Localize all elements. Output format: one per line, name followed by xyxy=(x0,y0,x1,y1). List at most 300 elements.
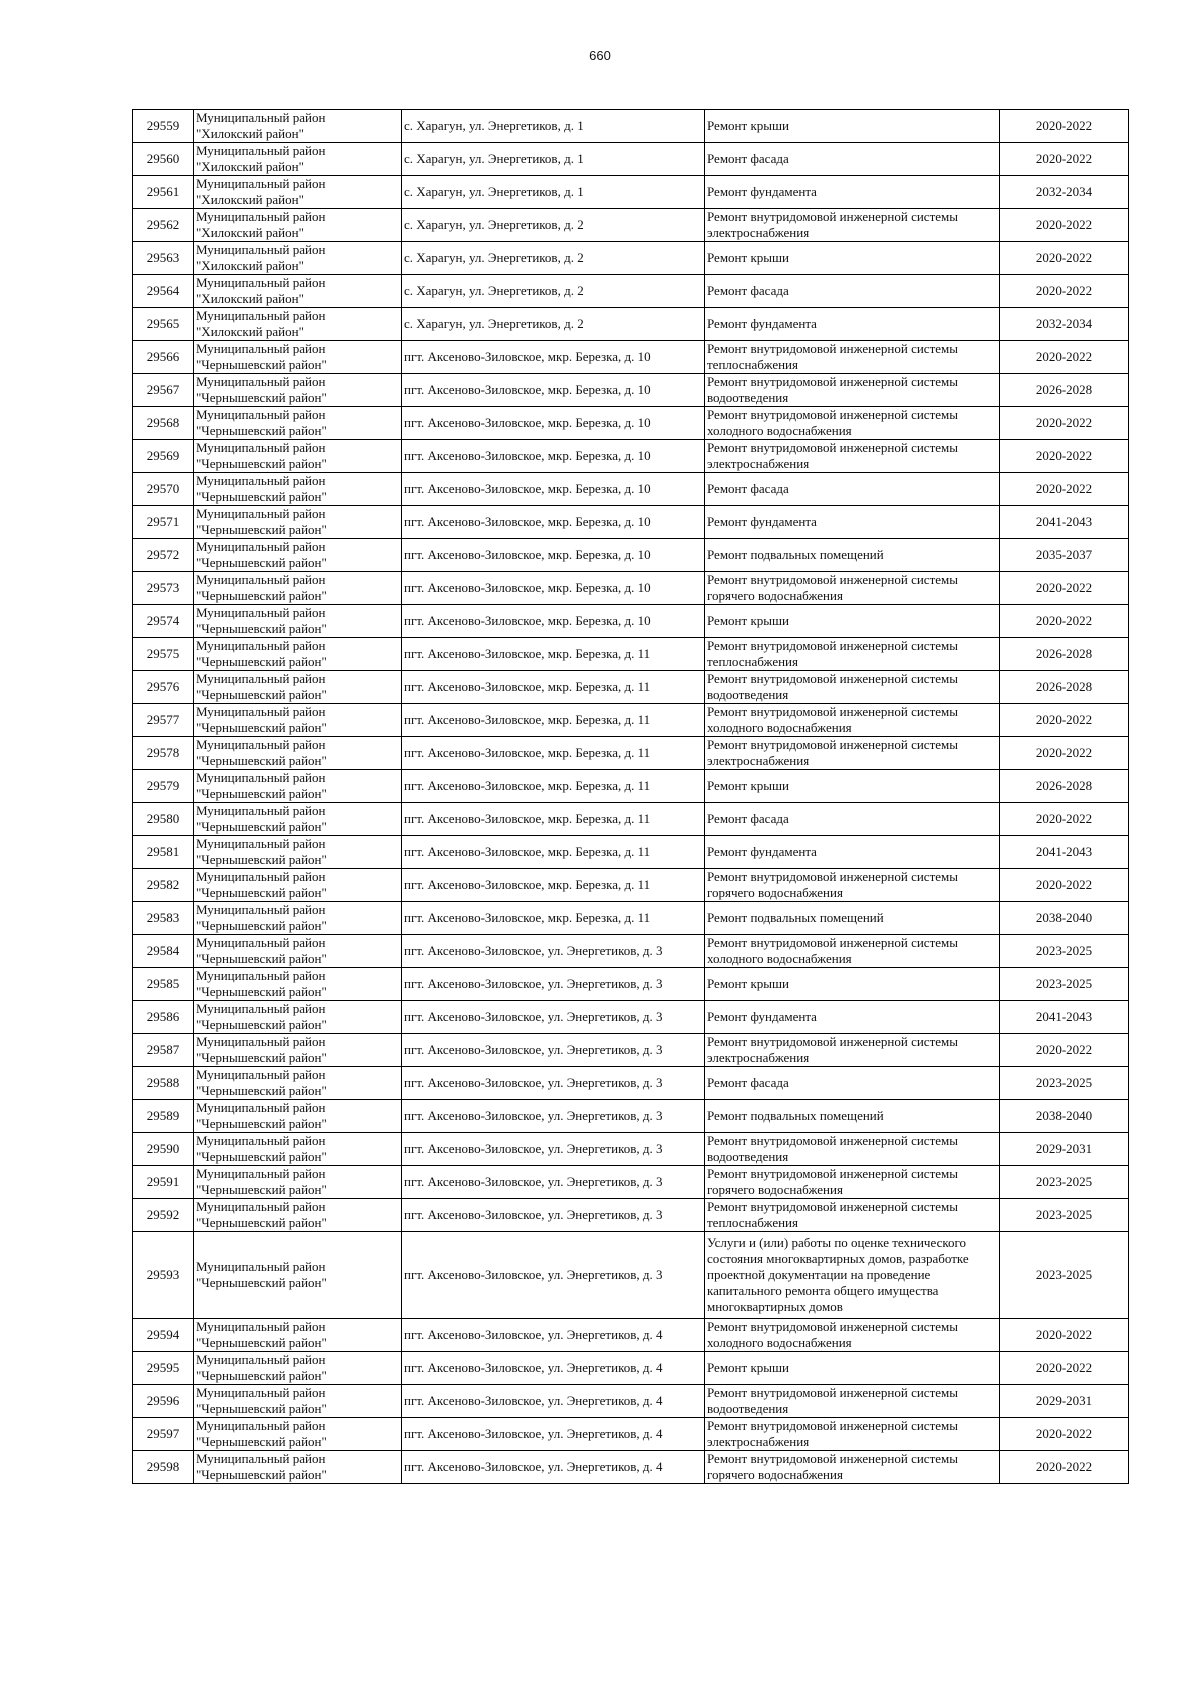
district-cell-line: "Чернышевский район" xyxy=(196,1335,327,1350)
district-cell-line: "Чернышевский район" xyxy=(196,819,327,834)
period-cell: 2023-2025 xyxy=(1000,1067,1129,1100)
work-type-cell-line: Ремонт фундамента xyxy=(707,184,817,199)
row-number-cell: 29590 xyxy=(133,1133,194,1166)
period-cell: 2032-2034 xyxy=(1000,176,1129,209)
work-type-cell xyxy=(705,473,1000,506)
work-type-cell-line: Ремонт внутридомовой инженерной системы xyxy=(707,341,958,356)
address-cell: пгт. Аксеново-Зиловское, мкр. Березка, д. 11 xyxy=(402,704,705,737)
district-cell-line: Муниципальный район xyxy=(196,737,326,752)
district-cell-line: "Чернышевский район" xyxy=(196,423,327,438)
period-cell: 2029-2031 xyxy=(1000,1385,1129,1418)
work-type-cell-line: Ремонт внутридомовой инженерной системы xyxy=(707,1319,958,1334)
work-type-cell xyxy=(705,440,1000,473)
address-cell: с. Харагун, ул. Энергетиков, д. 1 xyxy=(402,143,705,176)
district-cell-line: Муниципальный район xyxy=(196,572,326,587)
period-cell: 2020-2022 xyxy=(1000,242,1129,275)
table-row xyxy=(133,1418,1129,1451)
district-cell-line: "Чернышевский район" xyxy=(196,1368,327,1383)
row-number-cell: 29568 xyxy=(133,407,194,440)
work-type-cell xyxy=(705,1319,1000,1352)
district-cell-line: Муниципальный район xyxy=(196,1418,326,1433)
district-cell-line: Муниципальный район xyxy=(196,1259,326,1274)
row-number-cell: 29587 xyxy=(133,1034,194,1067)
period-cell: 2023-2025 xyxy=(1000,935,1129,968)
address-cell: пгт. Аксеново-Зиловское, ул. Энергетиков, д. 4 xyxy=(402,1418,705,1451)
work-type-cell xyxy=(705,539,1000,572)
table-row xyxy=(133,737,1129,770)
district-cell-line: "Чернышевский район" xyxy=(196,489,327,504)
work-type-cell xyxy=(705,1451,1000,1484)
row-number-cell: 29584 xyxy=(133,935,194,968)
address-cell: пгт. Аксеново-Зиловское, ул. Энергетиков, д. 3 xyxy=(402,1100,705,1133)
work-type-cell-line: Ремонт внутридомовой инженерной системы xyxy=(707,1451,958,1466)
table-row xyxy=(133,803,1129,836)
district-cell-line: "Чернышевский район" xyxy=(196,984,327,999)
period-cell: 2020-2022 xyxy=(1000,605,1129,638)
work-type-cell-line: холодного водоснабжения xyxy=(707,1335,852,1350)
district-cell-line: "Чернышевский район" xyxy=(196,1050,327,1065)
table-row xyxy=(133,275,1129,308)
district-cell-line: Муниципальный район xyxy=(196,242,326,257)
district-cell-line: Муниципальный район xyxy=(196,704,326,719)
table-row xyxy=(133,968,1129,1001)
address-cell: пгт. Аксеново-Зиловское, ул. Энергетиков, д. 3 xyxy=(402,1199,705,1232)
work-type-cell-line: Ремонт крыши xyxy=(707,118,789,133)
district-cell-line: Муниципальный район xyxy=(196,110,326,125)
district-cell-line: Муниципальный район xyxy=(196,308,326,323)
district-cell xyxy=(194,473,402,506)
work-type-cell-line: Ремонт фасада xyxy=(707,481,789,496)
address-cell: пгт. Аксеново-Зиловское, мкр. Березка, д. 11 xyxy=(402,902,705,935)
district-cell xyxy=(194,539,402,572)
district-cell xyxy=(194,176,402,209)
district-cell-line: "Чернышевский район" xyxy=(196,522,327,537)
period-cell: 2041-2043 xyxy=(1000,836,1129,869)
period-cell: 2020-2022 xyxy=(1000,407,1129,440)
district-cell-line: "Хилокский район" xyxy=(196,225,304,240)
period-cell: 2020-2022 xyxy=(1000,341,1129,374)
district-cell xyxy=(194,1034,402,1067)
row-number-cell: 29597 xyxy=(133,1418,194,1451)
table-row xyxy=(133,539,1129,572)
district-cell-line: "Чернышевский район" xyxy=(196,621,327,636)
period-cell: 2020-2022 xyxy=(1000,440,1129,473)
period-cell: 2041-2043 xyxy=(1000,506,1129,539)
work-type-cell-line: электроснабжения xyxy=(707,225,810,240)
work-type-cell-line: Ремонт внутридомовой инженерной системы xyxy=(707,1133,958,1148)
period-cell: 2020-2022 xyxy=(1000,275,1129,308)
repair-schedule-table xyxy=(132,109,1129,1484)
work-type-cell-line: теплоснабжения xyxy=(707,654,798,669)
address-cell: пгт. Аксеново-Зиловское, ул. Энергетиков, д. 4 xyxy=(402,1319,705,1352)
work-type-cell-line: Ремонт внутридомовой инженерной системы xyxy=(707,1199,958,1214)
district-cell xyxy=(194,143,402,176)
table-row xyxy=(133,1166,1129,1199)
work-type-cell xyxy=(705,242,1000,275)
district-cell-line: "Чернышевский район" xyxy=(196,1182,327,1197)
work-type-cell xyxy=(705,1166,1000,1199)
district-cell-line: "Чернышевский район" xyxy=(196,1215,327,1230)
work-type-cell xyxy=(705,275,1000,308)
period-cell: 2038-2040 xyxy=(1000,902,1129,935)
district-cell-line: "Чернышевский район" xyxy=(196,720,327,735)
district-cell-line: "Чернышевский район" xyxy=(196,1017,327,1032)
district-cell-line: Муниципальный район xyxy=(196,638,326,653)
district-cell xyxy=(194,1418,402,1451)
work-type-cell xyxy=(705,836,1000,869)
work-type-cell xyxy=(705,902,1000,935)
work-type-cell-line: Ремонт внутридомовой инженерной системы xyxy=(707,935,958,950)
row-number-cell: 29576 xyxy=(133,671,194,704)
period-cell: 2038-2040 xyxy=(1000,1100,1129,1133)
district-cell xyxy=(194,1199,402,1232)
address-cell: пгт. Аксеново-Зиловское, мкр. Березка, д. 11 xyxy=(402,836,705,869)
row-number-cell: 29580 xyxy=(133,803,194,836)
district-cell-line: Муниципальный район xyxy=(196,275,326,290)
row-number-cell: 29594 xyxy=(133,1319,194,1352)
district-cell-line: "Хилокский район" xyxy=(196,159,304,174)
period-cell: 2026-2028 xyxy=(1000,770,1129,803)
table-row xyxy=(133,1199,1129,1232)
district-cell xyxy=(194,242,402,275)
work-type-cell-line: Ремонт внутридомовой инженерной системы xyxy=(707,638,958,653)
district-cell-line: Муниципальный район xyxy=(196,1100,326,1115)
work-type-cell xyxy=(705,1232,1000,1319)
address-cell: пгт. Аксеново-Зиловское, мкр. Березка, д. 10 xyxy=(402,539,705,572)
work-type-cell-line: Ремонт крыши xyxy=(707,613,789,628)
work-type-cell-line: Ремонт внутридомовой инженерной системы xyxy=(707,1034,958,1049)
work-type-cell xyxy=(705,143,1000,176)
district-cell-line: "Чернышевский район" xyxy=(196,1116,327,1131)
work-type-cell xyxy=(705,737,1000,770)
address-cell: пгт. Аксеново-Зиловское, ул. Энергетиков, д. 3 xyxy=(402,1034,705,1067)
district-cell-line: Муниципальный район xyxy=(196,473,326,488)
address-cell: пгт. Аксеново-Зиловское, мкр. Березка, д. 11 xyxy=(402,638,705,671)
row-number-cell: 29598 xyxy=(133,1451,194,1484)
row-number-cell: 29592 xyxy=(133,1199,194,1232)
work-type-cell-line: холодного водоснабжения xyxy=(707,951,852,966)
district-cell-line: "Чернышевский район" xyxy=(196,654,327,669)
table-row xyxy=(133,1232,1129,1319)
work-type-cell-line: Услуги и (или) работы по оценке технического xyxy=(707,1235,966,1250)
district-cell-line: "Хилокский район" xyxy=(196,324,304,339)
row-number-cell: 29566 xyxy=(133,341,194,374)
work-type-cell xyxy=(705,869,1000,902)
work-type-cell-line: Ремонт крыши xyxy=(707,250,789,265)
row-number-cell: 29565 xyxy=(133,308,194,341)
district-cell-line: "Хилокский район" xyxy=(196,192,304,207)
district-cell-line: Муниципальный район xyxy=(196,869,326,884)
work-type-cell-line: теплоснабжения xyxy=(707,1215,798,1230)
table-row xyxy=(133,1067,1129,1100)
row-number-cell: 29563 xyxy=(133,242,194,275)
row-number-cell: 29571 xyxy=(133,506,194,539)
work-type-cell xyxy=(705,572,1000,605)
work-type-cell-line: электроснабжения xyxy=(707,456,810,471)
district-cell xyxy=(194,1319,402,1352)
district-cell-line: "Чернышевский район" xyxy=(196,852,327,867)
district-cell xyxy=(194,737,402,770)
district-cell-line: Муниципальный район xyxy=(196,1319,326,1334)
work-type-cell-line: холодного водоснабжения xyxy=(707,720,852,735)
table-row xyxy=(133,440,1129,473)
work-type-cell-line: капитального ремонта общего имущества xyxy=(707,1283,939,1298)
work-type-cell-line: горячего водоснабжения xyxy=(707,1467,843,1482)
table-row xyxy=(133,374,1129,407)
district-cell xyxy=(194,770,402,803)
period-cell: 2041-2043 xyxy=(1000,1001,1129,1034)
period-cell: 2020-2022 xyxy=(1000,473,1129,506)
district-cell-line: Муниципальный район xyxy=(196,803,326,818)
address-cell: с. Харагун, ул. Энергетиков, д. 2 xyxy=(402,209,705,242)
district-cell-line: Муниципальный район xyxy=(196,1451,326,1466)
district-cell-line: Муниципальный район xyxy=(196,407,326,422)
table-row xyxy=(133,176,1129,209)
work-type-cell-line: Ремонт фасада xyxy=(707,811,789,826)
row-number-cell: 29582 xyxy=(133,869,194,902)
table-row xyxy=(133,341,1129,374)
district-cell-line: Муниципальный район xyxy=(196,1034,326,1049)
address-cell: пгт. Аксеново-Зиловское, мкр. Березка, д. 10 xyxy=(402,473,705,506)
work-type-cell-line: водоотведения xyxy=(707,1401,789,1416)
table-row xyxy=(133,572,1129,605)
address-cell: пгт. Аксеново-Зиловское, мкр. Березка, д. 10 xyxy=(402,572,705,605)
row-number-cell: 29593 xyxy=(133,1232,194,1319)
district-cell xyxy=(194,1100,402,1133)
work-type-cell-line: Ремонт внутридомовой инженерной системы xyxy=(707,440,958,455)
address-cell: пгт. Аксеново-Зиловское, ул. Энергетиков, д. 3 xyxy=(402,1166,705,1199)
district-cell-line: "Чернышевский район" xyxy=(196,885,327,900)
row-number-cell: 29586 xyxy=(133,1001,194,1034)
table-row xyxy=(133,1385,1129,1418)
district-cell-line: Муниципальный район xyxy=(196,836,326,851)
district-cell-line: Муниципальный район xyxy=(196,1385,326,1400)
work-type-cell-line: Ремонт фасада xyxy=(707,283,789,298)
district-cell xyxy=(194,1001,402,1034)
district-cell xyxy=(194,407,402,440)
period-cell: 2020-2022 xyxy=(1000,737,1129,770)
district-cell-line: Муниципальный район xyxy=(196,605,326,620)
row-number-cell: 29596 xyxy=(133,1385,194,1418)
table-row xyxy=(133,407,1129,440)
address-cell: с. Харагун, ул. Энергетиков, д. 2 xyxy=(402,275,705,308)
work-type-cell-line: горячего водоснабжения xyxy=(707,885,843,900)
address-cell: с. Харагун, ул. Энергетиков, д. 2 xyxy=(402,242,705,275)
district-cell-line: "Чернышевский район" xyxy=(196,1434,327,1449)
district-cell-line: "Чернышевский район" xyxy=(196,456,327,471)
work-type-cell xyxy=(705,770,1000,803)
district-cell-line: Муниципальный район xyxy=(196,506,326,521)
work-type-cell xyxy=(705,341,1000,374)
district-cell-line: "Чернышевский район" xyxy=(196,951,327,966)
district-cell xyxy=(194,638,402,671)
work-type-cell-line: Ремонт внутридомовой инженерной системы xyxy=(707,209,958,224)
table-row xyxy=(133,836,1129,869)
table-body xyxy=(133,110,1129,1484)
district-cell-line: "Чернышевский район" xyxy=(196,1083,327,1098)
row-number-cell: 29583 xyxy=(133,902,194,935)
district-cell xyxy=(194,209,402,242)
period-cell: 2020-2022 xyxy=(1000,704,1129,737)
work-type-cell xyxy=(705,1352,1000,1385)
district-cell xyxy=(194,440,402,473)
district-cell xyxy=(194,605,402,638)
table-row xyxy=(133,110,1129,143)
address-cell: пгт. Аксеново-Зиловское, ул. Энергетиков, д. 3 xyxy=(402,1067,705,1100)
row-number-cell: 29595 xyxy=(133,1352,194,1385)
period-cell: 2023-2025 xyxy=(1000,968,1129,1001)
district-cell-line: "Чернышевский район" xyxy=(196,1149,327,1164)
work-type-cell-line: Ремонт фундамента xyxy=(707,844,817,859)
work-type-cell-line: Ремонт внутридомовой инженерной системы xyxy=(707,374,958,389)
district-cell xyxy=(194,572,402,605)
period-cell: 2026-2028 xyxy=(1000,671,1129,704)
row-number-cell: 29561 xyxy=(133,176,194,209)
table-row xyxy=(133,143,1129,176)
district-cell xyxy=(194,1133,402,1166)
period-cell: 2020-2022 xyxy=(1000,572,1129,605)
work-type-cell-line: Ремонт внутридомовой инженерной системы xyxy=(707,1166,958,1181)
period-cell: 2020-2022 xyxy=(1000,110,1129,143)
work-type-cell xyxy=(705,1100,1000,1133)
work-type-cell-line: Ремонт крыши xyxy=(707,778,789,793)
district-cell-line: "Чернышевский район" xyxy=(196,1275,327,1290)
work-type-cell-line: состояния многоквартирных домов, разработке xyxy=(707,1251,969,1266)
work-type-cell xyxy=(705,374,1000,407)
district-cell xyxy=(194,1067,402,1100)
address-cell: пгт. Аксеново-Зиловское, ул. Энергетиков, д. 3 xyxy=(402,935,705,968)
address-cell: пгт. Аксеново-Зиловское, мкр. Березка, д. 10 xyxy=(402,374,705,407)
row-number-cell: 29581 xyxy=(133,836,194,869)
district-cell-line: "Чернышевский район" xyxy=(196,555,327,570)
work-type-cell-line: Ремонт фундамента xyxy=(707,514,817,529)
work-type-cell-line: водоотведения xyxy=(707,1149,789,1164)
row-number-cell: 29575 xyxy=(133,638,194,671)
district-cell xyxy=(194,1232,402,1319)
district-cell xyxy=(194,935,402,968)
period-cell: 2026-2028 xyxy=(1000,374,1129,407)
work-type-cell xyxy=(705,968,1000,1001)
work-type-cell-line: Ремонт подвальных помещений xyxy=(707,1108,884,1123)
district-cell-line: "Хилокский район" xyxy=(196,291,304,306)
district-cell-line: Муниципальный район xyxy=(196,1067,326,1082)
address-cell: с. Харагун, ул. Энергетиков, д. 1 xyxy=(402,110,705,143)
work-type-cell-line: электроснабжения xyxy=(707,1050,810,1065)
period-cell: 2032-2034 xyxy=(1000,308,1129,341)
address-cell: пгт. Аксеново-Зиловское, мкр. Березка, д. 11 xyxy=(402,869,705,902)
address-cell: пгт. Аксеново-Зиловское, мкр. Березка, д. 10 xyxy=(402,407,705,440)
work-type-cell-line: Ремонт крыши xyxy=(707,976,789,991)
table-row xyxy=(133,869,1129,902)
table-row xyxy=(133,506,1129,539)
table-row xyxy=(133,638,1129,671)
work-type-cell xyxy=(705,407,1000,440)
row-number-cell: 29577 xyxy=(133,704,194,737)
work-type-cell-line: электроснабжения xyxy=(707,1434,810,1449)
address-cell: пгт. Аксеново-Зиловское, мкр. Березка, д. 10 xyxy=(402,341,705,374)
district-cell-line: Муниципальный район xyxy=(196,1001,326,1016)
row-number-cell: 29572 xyxy=(133,539,194,572)
work-type-cell xyxy=(705,1418,1000,1451)
district-cell xyxy=(194,1385,402,1418)
work-type-cell-line: Ремонт внутридомовой инженерной системы xyxy=(707,1385,958,1400)
district-cell-line: Муниципальный район xyxy=(196,770,326,785)
district-cell xyxy=(194,1451,402,1484)
address-cell: пгт. Аксеново-Зиловское, мкр. Березка, д. 11 xyxy=(402,671,705,704)
work-type-cell xyxy=(705,1199,1000,1232)
period-cell: 2035-2037 xyxy=(1000,539,1129,572)
district-cell-line: Муниципальный район xyxy=(196,1199,326,1214)
district-cell xyxy=(194,308,402,341)
address-cell: пгт. Аксеново-Зиловское, ул. Энергетиков, д. 4 xyxy=(402,1385,705,1418)
address-cell: пгт. Аксеново-Зиловское, ул. Энергетиков, д. 3 xyxy=(402,1133,705,1166)
period-cell: 2026-2028 xyxy=(1000,638,1129,671)
work-type-cell xyxy=(705,803,1000,836)
table-row xyxy=(133,1451,1129,1484)
table-row xyxy=(133,1001,1129,1034)
row-number-cell: 29579 xyxy=(133,770,194,803)
work-type-cell xyxy=(705,308,1000,341)
district-cell xyxy=(194,902,402,935)
district-cell xyxy=(194,110,402,143)
work-type-cell xyxy=(705,638,1000,671)
row-number-cell: 29578 xyxy=(133,737,194,770)
district-cell xyxy=(194,704,402,737)
period-cell: 2029-2031 xyxy=(1000,1133,1129,1166)
work-type-cell-line: проектной документации на проведение xyxy=(707,1267,931,1282)
district-cell xyxy=(194,968,402,1001)
work-type-cell-line: холодного водоснабжения xyxy=(707,423,852,438)
address-cell: пгт. Аксеново-Зиловское, ул. Энергетиков, д. 4 xyxy=(402,1451,705,1484)
row-number-cell: 29564 xyxy=(133,275,194,308)
district-cell-line: "Чернышевский район" xyxy=(196,390,327,405)
row-number-cell: 29570 xyxy=(133,473,194,506)
address-cell: пгт. Аксеново-Зиловское, ул. Энергетиков, д. 3 xyxy=(402,968,705,1001)
district-cell xyxy=(194,341,402,374)
work-type-cell-line: Ремонт внутридомовой инженерной системы xyxy=(707,1418,958,1433)
period-cell: 2020-2022 xyxy=(1000,1319,1129,1352)
district-cell-line: Муниципальный район xyxy=(196,935,326,950)
period-cell: 2023-2025 xyxy=(1000,1232,1129,1319)
work-type-cell xyxy=(705,1385,1000,1418)
work-type-cell xyxy=(705,176,1000,209)
district-cell-line: Муниципальный район xyxy=(196,209,326,224)
address-cell: пгт. Аксеново-Зиловское, мкр. Березка, д. 11 xyxy=(402,737,705,770)
work-type-cell-line: Ремонт внутридомовой инженерной системы xyxy=(707,737,958,752)
work-type-cell-line: Ремонт внутридомовой инженерной системы xyxy=(707,407,958,422)
district-cell-line: Муниципальный район xyxy=(196,374,326,389)
period-cell: 2023-2025 xyxy=(1000,1199,1129,1232)
period-cell: 2020-2022 xyxy=(1000,209,1129,242)
work-type-cell xyxy=(705,605,1000,638)
district-cell-line: Муниципальный район xyxy=(196,1166,326,1181)
address-cell: пгт. Аксеново-Зиловское, мкр. Березка, д. 11 xyxy=(402,770,705,803)
table-row xyxy=(133,308,1129,341)
table-row xyxy=(133,1100,1129,1133)
table-row xyxy=(133,1319,1129,1352)
work-type-cell-line: Ремонт фундамента xyxy=(707,316,817,331)
table-row xyxy=(133,1133,1129,1166)
work-type-cell-line: электроснабжения xyxy=(707,753,810,768)
work-type-cell-line: водоотведения xyxy=(707,687,789,702)
district-cell-line: Муниципальный район xyxy=(196,902,326,917)
address-cell: пгт. Аксеново-Зиловское, ул. Энергетиков, д. 4 xyxy=(402,1352,705,1385)
district-cell-line: Муниципальный район xyxy=(196,539,326,554)
work-type-cell-line: горячего водоснабжения xyxy=(707,1182,843,1197)
district-cell xyxy=(194,671,402,704)
district-cell-line: Муниципальный район xyxy=(196,1352,326,1367)
district-cell-line: Муниципальный район xyxy=(196,143,326,158)
